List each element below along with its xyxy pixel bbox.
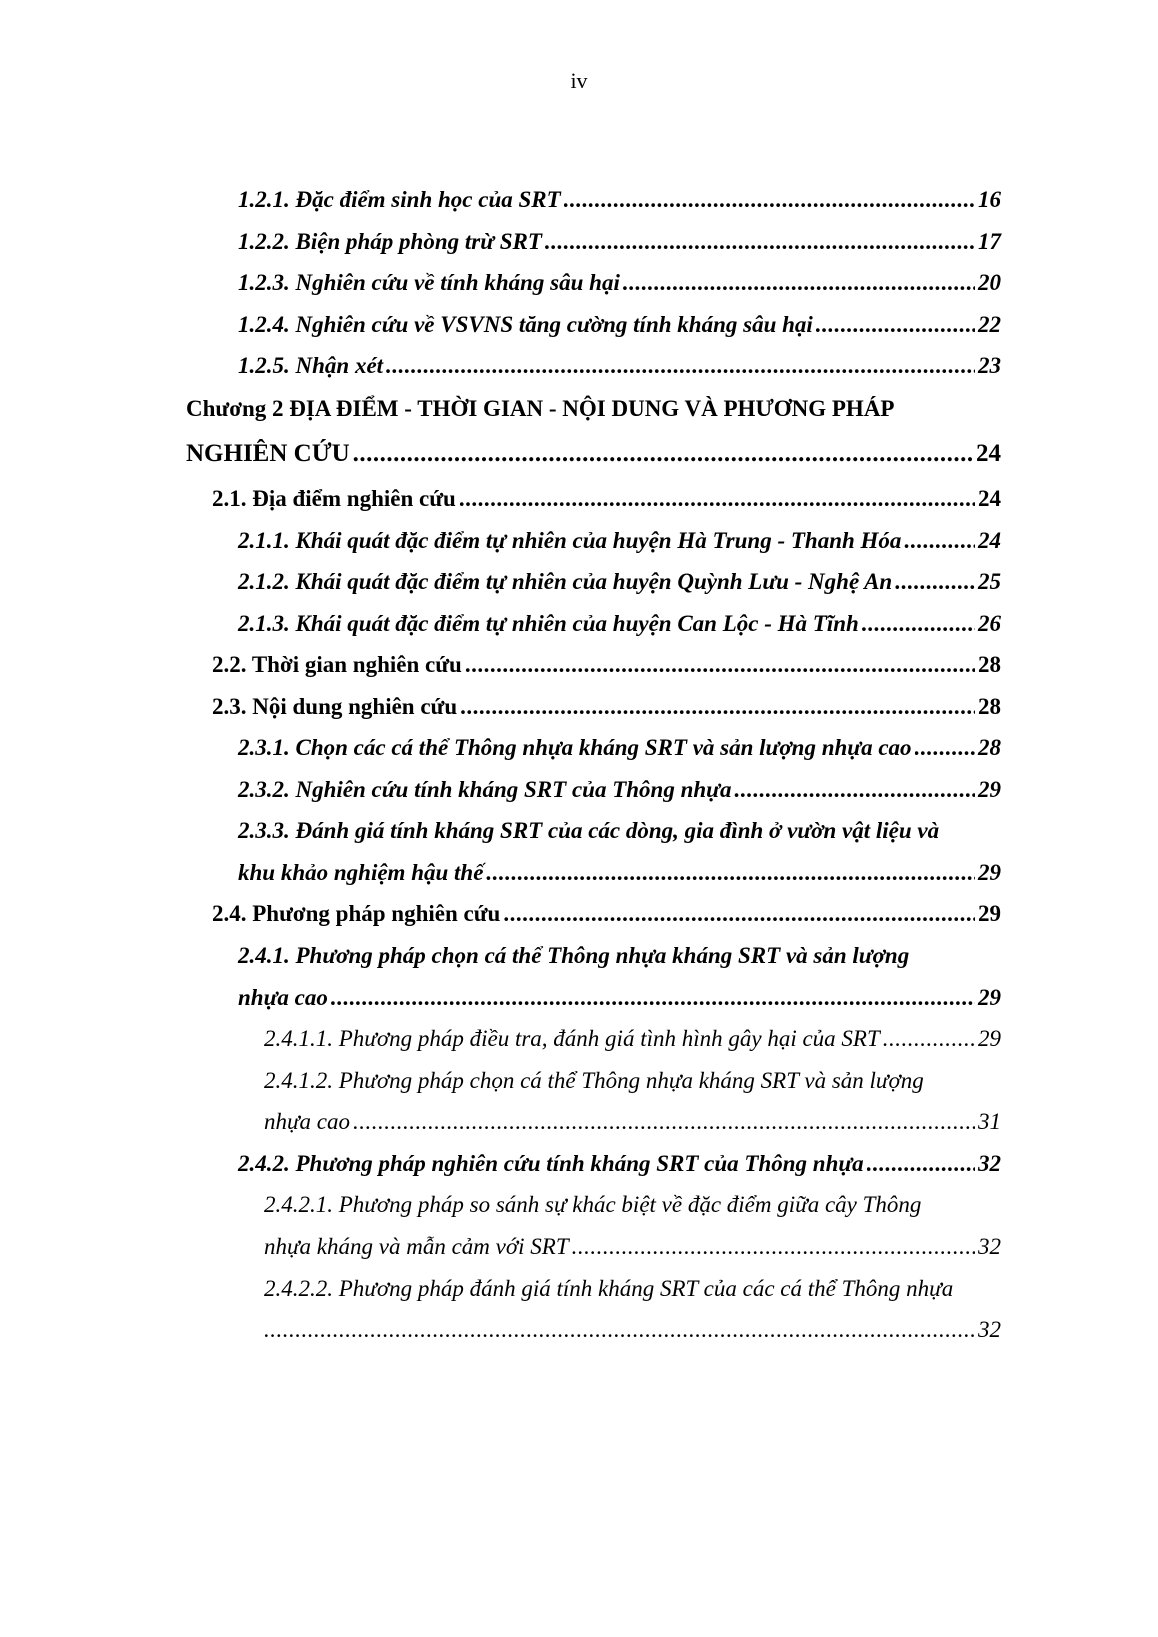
page-number: iv <box>570 68 588 93</box>
toc-entry[interactable] <box>238 984 1001 1012</box>
toc-entry[interactable] <box>238 228 1001 256</box>
toc-entry-title-line1[interactable]: 2.4.1.2. Phương pháp chọn cá thể Thông nhựa kháng SRT và sản lượng <box>264 1068 924 1093</box>
toc-entry-page: 28 <box>978 735 1001 760</box>
toc-entry-page: 24 <box>976 440 1001 467</box>
toc-entry[interactable] <box>238 311 1001 339</box>
toc-entry-title: 1.2.3. Nghiên cứu về tính kháng sâu hại <box>238 270 620 295</box>
toc-entry-page: 17 <box>978 229 1001 254</box>
toc-entry-page: 32 <box>978 1317 1001 1342</box>
toc-chapter[interactable] <box>186 440 1001 468</box>
toc-entry-page: 31 <box>978 1109 1001 1134</box>
toc-entry-title: nhựa cao <box>264 1109 351 1134</box>
toc-entry[interactable] <box>238 610 1001 638</box>
toc-entry[interactable] <box>238 269 1001 297</box>
toc-entry-title: 2.1. Địa điểm nghiên cứu <box>212 486 456 511</box>
toc-entry-title-line1[interactable]: 2.4.1. Phương pháp chọn cá thể Thông nhựa kháng SRT và sản lượng <box>238 943 910 968</box>
toc-entry-title: 2.1.3. Khái quát đặc điểm tự nhiên của huyện Can Lộc - Hà Tĩnh <box>238 611 859 636</box>
toc-entry[interactable] <box>212 693 1001 721</box>
toc-entry-page: 26 <box>978 611 1001 636</box>
toc-entry-title: 1.2.1. Đặc điểm sinh học của SRT <box>238 187 561 212</box>
toc-entry-page: 29 <box>978 985 1001 1010</box>
toc-entry-page: 29 <box>978 1026 1001 1051</box>
toc-entry-title: 2.2. Thời gian nghiên cứu <box>212 652 462 677</box>
toc-entry-page: 29 <box>978 777 1001 802</box>
toc-chapter-title-line1[interactable]: Chương 2 ĐỊA ĐIỂM - THỜI GIAN - NỘI DUNG VÀ PHƯƠNG PHÁP <box>186 396 895 421</box>
toc-entry-title: 2.1.1. Khái quát đặc điểm tự nhiên của huyện Hà Trung - Thanh Hóa <box>238 528 902 553</box>
toc-entry-page: 25 <box>978 569 1001 594</box>
toc-entry-page: 24 <box>978 528 1001 553</box>
toc-entry-title: 2.4.2. Phương pháp nghiên cứu tính kháng SRT của Thông nhựa <box>238 1151 864 1176</box>
toc-entry[interactable] <box>264 1233 1001 1261</box>
toc-entry-page: 28 <box>978 652 1001 677</box>
toc-entry-page: 32 <box>978 1151 1001 1176</box>
toc-entry[interactable] <box>238 527 1001 555</box>
toc-entry-title: 2.3.2. Nghiên cứu tính kháng SRT của Thông nhựa <box>238 777 732 802</box>
toc-entry[interactable] <box>264 1025 1001 1053</box>
toc-entry[interactable] <box>238 1150 1001 1178</box>
toc-entry[interactable] <box>212 900 1001 928</box>
toc-entry[interactable] <box>238 859 1001 887</box>
toc-entry[interactable] <box>264 1316 1001 1344</box>
toc-entry[interactable] <box>238 776 1001 804</box>
toc-entry-title: 1.2.4. Nghiên cứu về VSVNS tăng cường tính kháng sâu hại <box>238 312 813 337</box>
toc-entry-title: 2.4.1.1. Phương pháp điều tra, đánh giá tình hình gây hại của SRT <box>264 1026 880 1051</box>
toc-entry-title-line1[interactable]: 2.4.2.2. Phương pháp đánh giá tính kháng SRT của các cá thể Thông nhựa <box>264 1276 954 1301</box>
toc-entry-title: 2.3. Nội dung nghiên cứu <box>212 694 458 719</box>
toc-entry-title: 2.4. Phương pháp nghiên cứu <box>212 901 501 926</box>
toc-entry[interactable] <box>264 1108 1001 1136</box>
toc-entry-title: khu khảo nghiệm hậu thế <box>238 860 484 885</box>
toc-entry-title: nhựa cao <box>238 985 328 1010</box>
toc-entry-page: 32 <box>978 1234 1001 1259</box>
toc-entry[interactable] <box>212 651 1001 679</box>
toc-entry-page: 24 <box>978 486 1001 511</box>
toc-entry-title: nhựa kháng và mẫn cảm với SRT <box>264 1234 569 1259</box>
toc-entry-page: 22 <box>978 312 1001 337</box>
toc-entry-title-line1[interactable]: 2.3.3. Đánh giá tính kháng SRT của các dòng, gia đình ở vườn vật liệu và <box>238 818 940 843</box>
toc-entry[interactable] <box>238 352 1001 380</box>
toc-entry[interactable] <box>238 734 1001 762</box>
toc-entry-page: 20 <box>978 270 1001 295</box>
toc-entry-title: 1.2.2. Biện pháp phòng trừ SRT <box>238 229 542 254</box>
toc-entry[interactable] <box>238 186 1001 214</box>
toc-entry-page: 28 <box>978 694 1001 719</box>
toc-entry-page: 16 <box>978 187 1001 212</box>
toc-entry-title: NGHIÊN CỨU <box>186 440 350 467</box>
toc-entry-page: 23 <box>978 353 1001 378</box>
toc-entry-title-line1[interactable]: 2.4.2.1. Phương pháp so sánh sự khác biệt về đặc điểm giữa cây Thông <box>264 1192 922 1217</box>
toc-entry-title: 2.3.1. Chọn các cá thể Thông nhựa kháng SRT và sản lượng nhựa cao <box>238 735 912 760</box>
toc-entry[interactable] <box>238 568 1001 596</box>
toc-entry-title: 2.1.2. Khái quát đặc điểm tự nhiên của huyện Quỳnh Lưu - Nghệ An <box>238 569 893 594</box>
toc-entry[interactable] <box>212 485 1001 513</box>
toc-entry-page: 29 <box>978 901 1001 926</box>
toc-entry-title: 1.2.5. Nhận xét <box>238 353 384 378</box>
toc-entry-page: 29 <box>978 860 1001 885</box>
